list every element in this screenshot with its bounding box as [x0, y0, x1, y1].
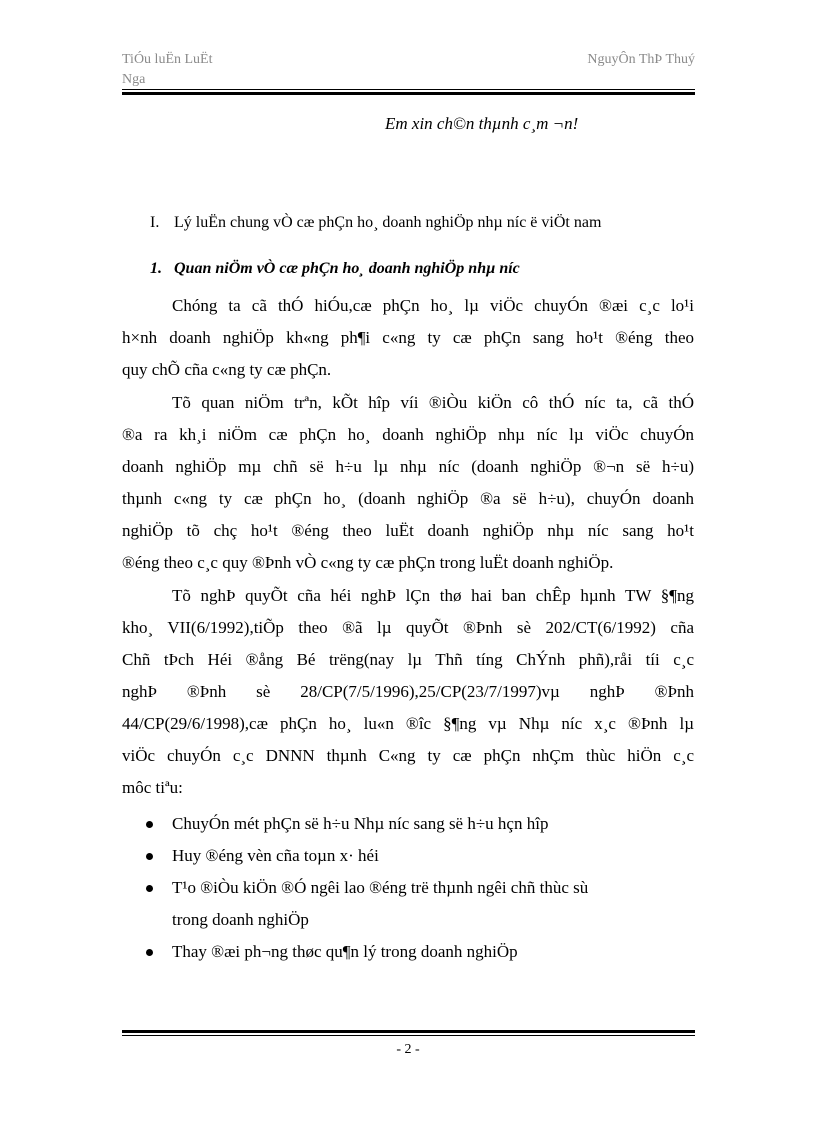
- list-item: [122, 808, 694, 840]
- paragraph-line: Tõ nghÞ quyÕt cña héi nghÞ lÇn thø hai ban chÊp hµnh TW §¶ng: [172, 586, 694, 605]
- bullet-icon: [146, 949, 153, 956]
- paragraph-line: doanh nghiÖp mµ chñ së h÷u lµ nhµ níc (doanh nghiÖp ®¬n së h÷u): [122, 457, 694, 476]
- footer-rule-thick: [122, 1030, 695, 1033]
- list-item-text: T¹o ®iÒu kiÖn ®Ó ngêi lao ®éng trë thµnh ngêi chñ thùc sù: [172, 878, 589, 897]
- paragraph-line: quy chÕ cña c«ng ty cæ phÇn.: [122, 360, 332, 379]
- header-left: [122, 50, 322, 90]
- paragraph-1: [122, 290, 694, 386]
- header-left-line1: TiÓu luËn LuËt: [122, 52, 213, 67]
- list-item: [122, 872, 694, 936]
- bullet-icon: [146, 885, 153, 892]
- list-item-text: Thay ®æi ph¬ng thøc qu¶n lý trong doanh nghiÖp: [172, 942, 518, 961]
- paragraph-line: ®éng theo c¸c quy ®Þnh vÒ c«ng ty cæ phÇn trong luËt doanh nghiÖp.: [122, 553, 614, 572]
- section-heading: [150, 211, 601, 235]
- list-item: [122, 936, 694, 968]
- header-rule-thick: [122, 92, 695, 95]
- header-left-line2: Nga: [122, 72, 146, 87]
- paragraph-line: nghiÖp tõ chç ho¹t ®éng theo luËt doanh nghiÖp nhµ níc sang ho¹t: [122, 521, 694, 540]
- section-number: I.: [150, 214, 160, 231]
- paragraph-line: Tõ quan niÖm trªn, kÕt hîp víi ®iÒu kiÖn cô thÓ níc ta, cã thÓ: [172, 393, 694, 412]
- paragraph-line: Chñ tÞch Héi ®ång Bé trëng(nay lµ Thñ tíng ChÝnh phñ),råi tíi c¸c: [122, 650, 694, 669]
- subsection-heading: [150, 257, 520, 281]
- list-item-text: ChuyÓn mét phÇn së h÷u Nhµ níc sang së h÷u hçn hîp: [172, 814, 549, 833]
- paragraph-line: thµnh c«ng ty cæ phÇn ho¸ (doanh nghiÖp ®a së h÷u), chuyÓn doanh: [122, 489, 694, 508]
- footer-rule-thin: [122, 1035, 695, 1036]
- subsection-number: 1.: [150, 260, 162, 277]
- list-item: [122, 840, 694, 872]
- paragraph-line: Chóng ta cã thÓ hiÓu,cæ phÇn ho¸ lµ viÖc chuyÓn ®æi c¸c lo¹i: [172, 296, 694, 315]
- bullet-icon: [146, 853, 153, 860]
- paragraph-line: kho¸ VII(6/1992),tiÕp theo ®ã lµ quyÕt ®Þnh sè 202/CT(6/1992) cña: [122, 618, 694, 637]
- list-item-text: Huy ®éng vèn cña toµn x· héi: [172, 846, 379, 865]
- bullet-icon: [146, 821, 153, 828]
- page-number: - 2 -: [396, 1042, 420, 1057]
- paragraph-3: [122, 580, 694, 804]
- header-rule-thin: [122, 89, 695, 90]
- paragraph-line: môc tiªu:: [122, 778, 183, 797]
- paragraph-2: [122, 387, 694, 579]
- paragraph-line: h×nh doanh nghiÖp kh«ng ph¶i c«ng ty cæ phÇn sang ho¹t ®éng theo: [122, 328, 694, 347]
- paragraph-line: nghÞ ®Þnh sè 28/CP(7/5/1996),25/CP(23/7/1997)vµ nghÞ ®Þnh: [122, 682, 694, 701]
- header-right: NguyÔn ThÞ Thuý: [587, 52, 695, 67]
- objectives-list: [122, 808, 694, 968]
- subsection-title: Quan niÖm vÒ cæ phÇn ho¸ doanh nghiÖp nhµ níc: [174, 260, 520, 277]
- thanks-line: Em xin ch©n thµnh c¸m ¬n!: [385, 114, 579, 133]
- section-title: Lý luËn chung vÒ cæ phÇn ho¸ doanh nghiÖp nhµ níc ë viÖt nam: [174, 214, 602, 231]
- paragraph-line: viÖc chuyÓn c¸c DNNN thµnh C«ng ty cæ phÇn nhÇm thùc hiÖn c¸c: [122, 746, 694, 765]
- paragraph-line: ®a ra kh¸i niÖm cæ phÇn ho¸ doanh nghiÖp nhµ níc lµ viÖc chuyÓn: [122, 425, 694, 444]
- list-item-text: trong doanh nghiÖp: [172, 910, 309, 929]
- paragraph-line: 44/CP(29/6/1998),cæ phÇn ho¸ lu«n ®îc §¶ng vµ Nhµ níc x¸c ®Þnh lµ: [122, 714, 694, 733]
